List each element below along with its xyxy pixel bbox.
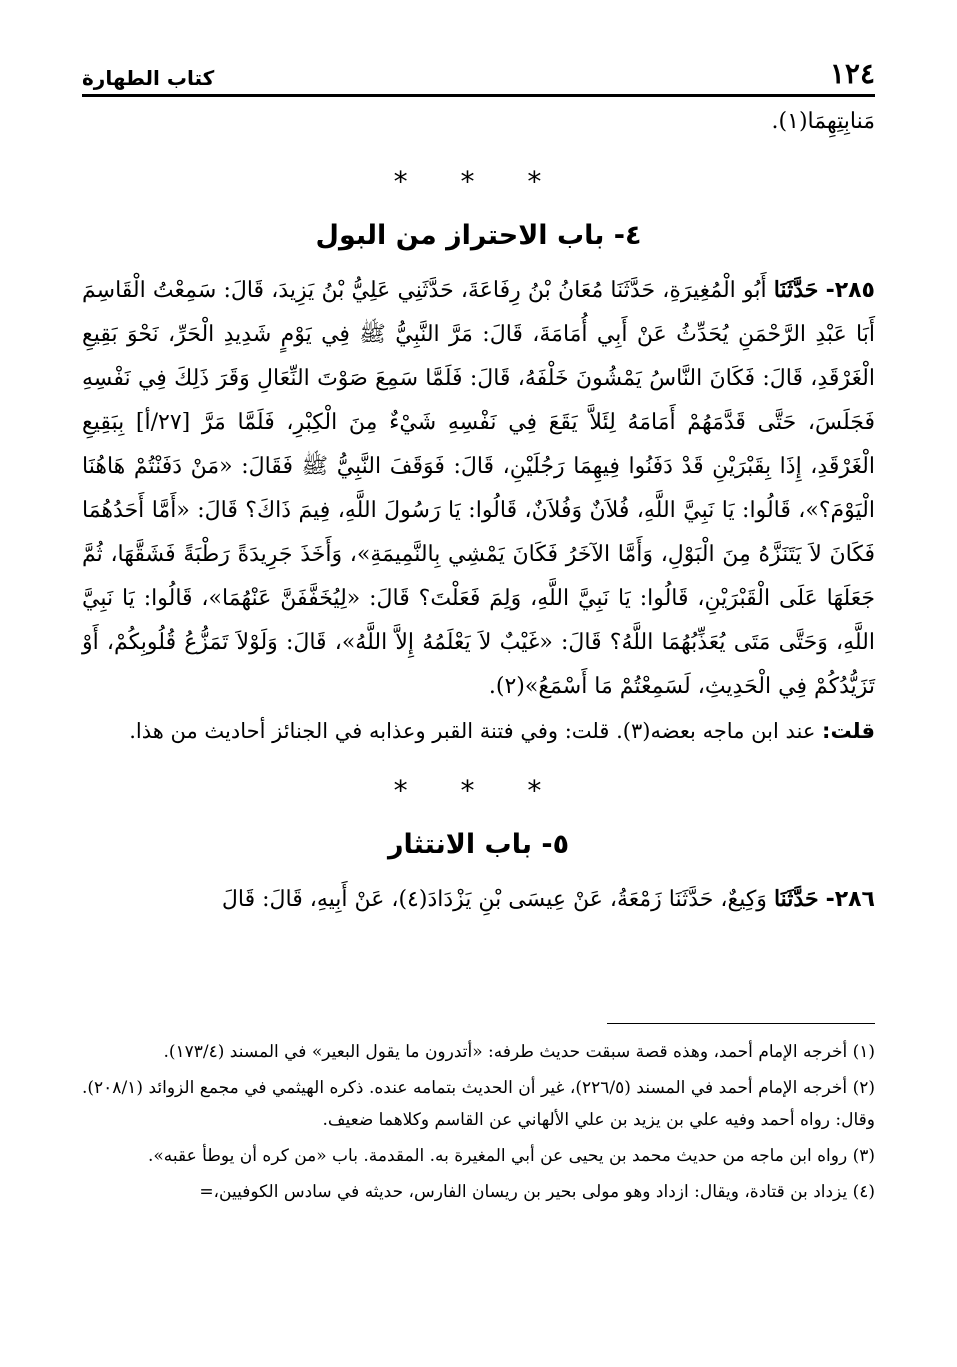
hadith-lead: حَدَّثَنَا	[773, 886, 819, 912]
page-body	[82, 100, 875, 922]
note-text: عند ابن ماجه بعضه(٣). قلت: وفي فتنة القبر وعذابه في الجنائز أحاديث من هذا.	[129, 719, 816, 743]
section-separator: * * *	[393, 774, 564, 807]
book-title: كتاب الطهارة	[82, 66, 215, 90]
hadith-paragraph	[82, 268, 875, 709]
hadith-number: ٢٨٥-	[825, 278, 875, 303]
section-separator: * * *	[393, 165, 564, 198]
footnote: (٤) يزداد بن قتادة، ويقال: ازداد وهو مولى بحير بن ريسان الفارس، حديثه في سادس الكوفيين،=	[199, 1182, 875, 1202]
note-label: قلت:	[822, 719, 875, 743]
hadith-lead: حَدَّثَنَا	[773, 277, 819, 303]
footnote: (٢) أخرجه الإمام أحمد في المسند (٢٢٦/٥)، غير أن الحديث بتمامه عنده. ذكره الهيثمي في مجمع الزوائد (٢٠٨/١). وقال: رواه أحمد وفيه علي بن يزيد بن علي الألهاني عن القاسم وكلاهما ضعيف.	[82, 1078, 875, 1130]
intro-text: مَنابِتِهِمَا(١).	[771, 109, 875, 134]
hadith-text: وَكِيعٌ، حَدَّثَنَا زَمْعَةُ، عَنْ عِيسَى بْنِ يَزْدَادَ(٤)، عَنْ أَبِيهِ، قَالَ: قَالَ	[221, 887, 767, 912]
footnote: (١) أخرجه الإمام أحمد، وهذه قصة سبقت حديث طرفه: «أتدرون ما يقول البعير» في المسند (١٧٣/٤).	[163, 1042, 875, 1062]
hadith-text: أَبُو الْمُغِيرَةِ، حَدَّثَنَا مُعَانُ بْنُ رِفَاعَةَ، حَدَّثَنِي عَلِيُّ بْنُ يَزِيدَ، قَالَ: سَمِعْتُ الْقَاسِمَ أَبَا عَبْدِ الرَّحْمَنِ يُحَدِّثُ عَنْ أَبِي أُمَامَةَ، قَالَ: مَرَّ النَّبِيُّ ﷺ فِي يَوْمٍ شَدِيدِ الْحَرِّ، نَحْوَ بَقِيعِ الْغَرْقَدِ، قَالَ: فَكَانَ النَّاسُ يَمْشُونَ خَلْفَهُ، قَالَ: فَلَمَّا سَمِعَ صَوْتَ النِّعَالِ وَقَرَ ذَلِكَ فِي نَفْسِهِ فَجَلَسَ، حَتَّى قَدَّمَهُمْ أَمَامَهُ لِئَلاَّ يَقَعَ فِي نَفْسِهِ شَيْءٌ مِنَ الْكِبْرِ، فَلَمَّا مَرَّ [٢٧/أ] بِبَقِيعِ الْغَرْقَدِ، إِذَا بِقَبْرَيْنِ قَدْ دَفَنُوا فِيهِمَا رَجُلَيْنِ، قَالَ: فَوَقَفَ النَّبِيُّ ﷺ فَقَالَ: «مَنْ دَفَنْتُمْ هَاهُنَا الْيَوْمَ؟»، قَالُوا: يَا نَبِيَّ اللَّهِ، فُلاَنٌ وَفُلاَنٌ، قَالُوا: يَا رَسُولَ اللَّهِ، فِيمَ ذَاكَ؟ قَالَ: «أَمَّا أَحَدُهُمَا فَكَانَ لاَ يَتَنَزَّهُ مِنَ الْبَوْلِ، وَأَمَّا الآخَرُ فَكَانَ يَمْشِي بِالنَّمِيمَةِ»، وَأَخَذَ جَرِيدَةً رَطْبَةً فَشَقَّهَا، ثُمَّ جَعَلَهَا عَلَى الْقَبْرَيْنِ، قَالُوا: يَا نَبِيَّ اللَّهِ، وَلِمَ فَعَلْتَ؟ قَالَ: «لِيُخَفَّفَنَّ عَنْهُمَا»، قَالُوا: يَا نَبِيَّ اللَّهِ، وَحَتَّى مَتَى يُعَذِّبُهُمَا اللَّهُ؟ قَالَ: «غَيْبٌ لاَ يَعْلَمُهُ إِلاَّ اللَّهُ»، قَالَ: وَلَوْلاَ تَمَزُّعُ قُلُوبِكُمْ، أَوْ تَزَيُّدُكُمْ فِي الْحَدِيثِ، لَسَمِعْتُمْ مَا أَسْمَعُ»(٢).	[82, 278, 875, 699]
page-number: ١٢٤	[829, 57, 875, 90]
footnote-divider	[607, 1023, 875, 1024]
chapter-title: ٤- باب الاحتراز من البول	[315, 220, 642, 251]
page-header	[82, 50, 875, 97]
hadith-number: ٢٨٦-	[825, 887, 875, 912]
footnote: (٣) رواه ابن ماجه من حديث محمد بن يحيى عن أبي المغيرة به. المقدمة. باب «من كره أن يوطأ عقبه».	[147, 1146, 875, 1166]
chapter-title: ٥- باب الانتثار	[387, 829, 570, 860]
hadith-paragraph	[82, 877, 875, 922]
author-note	[82, 709, 875, 753]
footnotes	[82, 1036, 875, 1212]
